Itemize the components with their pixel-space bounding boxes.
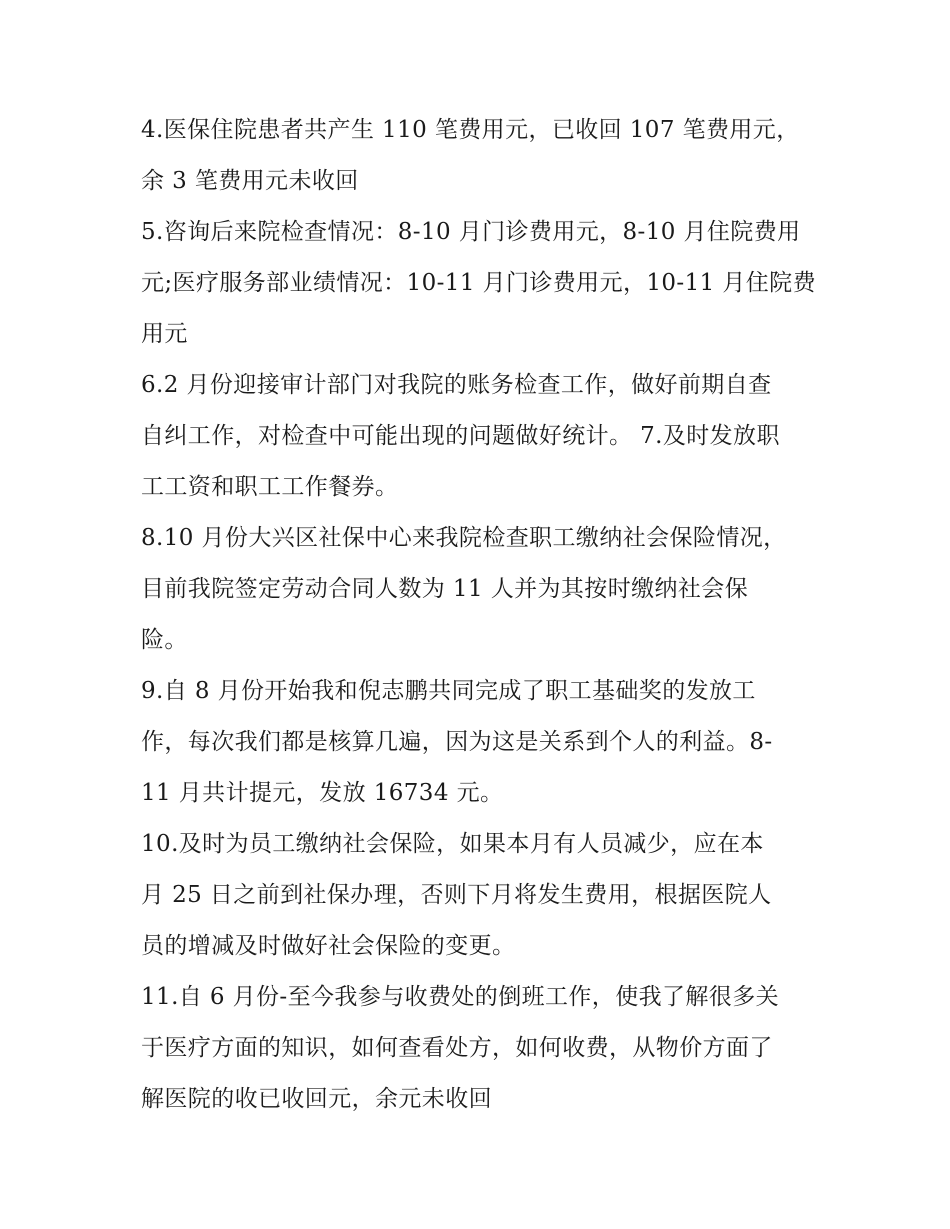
text-line: 9.自 8 月份开始我和倪志鹏共同完成了职工基础奖的发放工 <box>141 678 756 704</box>
text-line: 8.10 月份大兴区社保中心来我院检查职工缴纳社会保险情况， <box>141 525 787 551</box>
text-line: 余 3 笔费用元未收回 <box>141 168 359 194</box>
text-line: 11 月共计提元，发放 16734 元。 <box>141 780 504 806</box>
text-line: 用元 <box>141 321 188 347</box>
text-line: 于医疗方面的知识，如何查看处方，如何收费，从物价方面了 <box>141 1035 773 1061</box>
text-line: 自纠工作，对检查中可能出现的问题做好统计。 7.及时发放职 <box>141 423 780 449</box>
text-line: 11.自 6 月份-至今我参与收费处的倒班工作，使我了解很多关 <box>141 984 780 1010</box>
text-line: 5.咨询后来院检查情况：8-10 月门诊费用元，8-10 月住院费用 <box>141 219 801 245</box>
text-line: 10.及时为员工缴纳社会保险，如果本月有人员减少，应在本 <box>141 831 764 857</box>
text-line: 险。 <box>141 627 188 653</box>
text-line: 解医院的收已收回元，余元未收回 <box>141 1086 492 1112</box>
text-line: 员的增减及时做好社会保险的变更。 <box>141 933 516 959</box>
text-line: 作，每次我们都是核算几遍，因为这是关系到个人的利益。8- <box>141 729 773 755</box>
text-line: 目前我院签定劳动合同人数为 11 人并为其按时缴纳社会保 <box>141 576 749 602</box>
text-line: 元;医疗服务部业绩情况：10-11 月门诊费用元，10-11 月住院费 <box>141 270 816 296</box>
text-line: 工工资和职工工作餐券。 <box>141 474 399 500</box>
text-line: 4.医保住院患者共产生 110 笔费用元，已收回 107 笔费用元， <box>141 117 800 143</box>
text-line: 月 25 日之前到社保办理，否则下月将发生费用，根据医院人 <box>141 882 772 908</box>
text-line: 6.2 月份迎接审计部门对我院的账务检查工作，做好前期自查 <box>141 372 772 398</box>
